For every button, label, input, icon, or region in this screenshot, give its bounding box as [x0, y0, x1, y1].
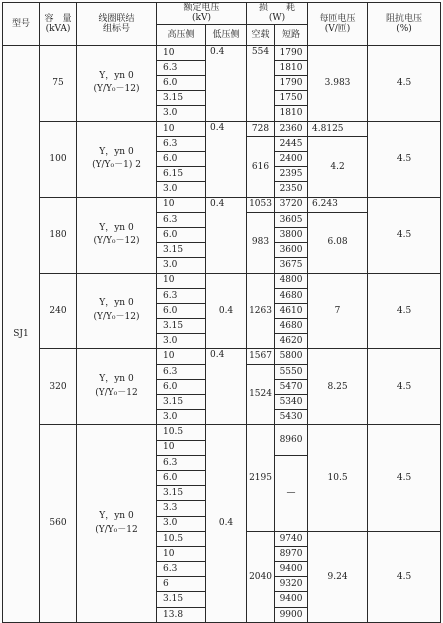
short-circuit-cell: 5470 — [275, 379, 308, 394]
turn-voltage-cell: 6.08 — [308, 212, 368, 273]
connection-label: Y，yn 0 — [99, 374, 134, 385]
header-hv-side: 高压侧 — [157, 24, 206, 45]
connection-group-cell — [77, 121, 157, 197]
turn-voltage-cell: 7 — [308, 273, 368, 349]
short-circuit-cell: 4620 — [275, 334, 308, 349]
header-rated-voltage-unit: (kV) — [192, 13, 211, 24]
hv-cell: 6.3 — [157, 562, 206, 577]
header-no-load: 空载 — [247, 24, 275, 45]
connection-label: Y，yn 0 — [99, 222, 134, 233]
impedance-cell: 4.5 — [368, 197, 441, 273]
short-circuit-cell: 1790 — [275, 76, 308, 91]
hv-cell: 3.15 — [157, 319, 206, 334]
hv-cell: 10 — [157, 440, 206, 455]
hv-cell: 6.3 — [157, 136, 206, 151]
hv-cell: 10 — [157, 121, 206, 136]
short-circuit-cell: 4800 — [275, 273, 308, 288]
hv-cell: 6.3 — [157, 364, 206, 379]
hv-cell: 10 — [157, 45, 206, 60]
connection-label: Y，yn 0 — [99, 298, 134, 309]
hv-cell: 6 — [157, 577, 206, 592]
hv-cell: 10.5 — [157, 531, 206, 546]
turn-voltage-cell: 4.2 — [308, 136, 368, 197]
impedance-cell: 4.5 — [368, 531, 441, 622]
short-circuit-cell: 4680 — [275, 288, 308, 303]
hv-cell: 6.0 — [157, 152, 206, 167]
no-load-cell: 616 — [247, 136, 275, 197]
short-circuit-cell: 4610 — [275, 303, 308, 318]
short-circuit-cell: 5430 — [275, 410, 308, 425]
short-circuit-cell: 1810 — [275, 106, 308, 121]
short-circuit-cell: 1790 — [275, 45, 308, 60]
header-short-circuit: 短路 — [275, 24, 308, 45]
no-load-cell: 983 — [247, 212, 275, 273]
hv-cell: 10 — [157, 546, 206, 561]
hv-cell: 6.0 — [157, 379, 206, 394]
hv-cell: 3.3 — [157, 501, 206, 516]
impedance-cell: 4.5 — [368, 121, 441, 197]
turn-voltage-cell: 4.8125 — [308, 121, 368, 136]
table-row — [3, 273, 441, 288]
short-circuit-cell: 1810 — [275, 60, 308, 75]
capacity-cell: 560 — [40, 425, 77, 622]
hv-cell: 6.0 — [157, 303, 206, 318]
hv-cell: 6.0 — [157, 470, 206, 485]
impedance-cell: 4.5 — [368, 45, 441, 121]
hv-cell: 6.3 — [157, 288, 206, 303]
short-circuit-cell: 3675 — [275, 258, 308, 273]
no-load-cell: 728 — [247, 121, 275, 136]
turn-voltage-cell: 3.983 — [308, 45, 368, 121]
short-circuit-cell: 2395 — [275, 167, 308, 182]
short-circuit-cell: 9400 — [275, 562, 308, 577]
header-capacity — [40, 3, 77, 46]
hv-cell: 3.15 — [157, 592, 206, 607]
hv-cell: 6.0 — [157, 227, 206, 242]
connection-group-cell — [77, 45, 157, 121]
short-circuit-cell: 2350 — [275, 182, 308, 197]
connection-code: (Y/Y₀－12) — [93, 236, 140, 247]
no-load-cell: 554 — [247, 45, 275, 121]
connection-group-cell — [77, 425, 157, 622]
turn-voltage-cell: 8.25 — [308, 349, 368, 425]
hv-cell: 3.15 — [157, 91, 206, 106]
turn-voltage-cell: 9.24 — [308, 531, 368, 622]
hv-cell: 3.0 — [157, 182, 206, 197]
no-load-cell: 1053 — [247, 197, 275, 212]
connection-group-cell — [77, 197, 157, 273]
connection-label: Y，yn 0 — [99, 146, 134, 157]
no-load-cell: 2040 — [247, 531, 275, 622]
short-circuit-cell: 5550 — [275, 364, 308, 379]
turn-voltage-cell: 6.243 — [308, 197, 368, 212]
hv-cell: 10 — [157, 197, 206, 212]
short-circuit-cell: 4680 — [275, 319, 308, 334]
short-circuit-cell: 2445 — [275, 136, 308, 151]
short-circuit-cell: 3600 — [275, 243, 308, 258]
table-row — [3, 45, 441, 60]
lv-cell: 0.4 — [206, 45, 247, 121]
connection-code: (Y/Y₀－12) — [93, 84, 140, 95]
capacity-cell: 240 — [40, 273, 77, 349]
connection-group-cell — [77, 273, 157, 349]
short-circuit-cell: 9740 — [275, 531, 308, 546]
transformer-spec-table — [2, 2, 441, 623]
hv-cell: 3.0 — [157, 106, 206, 121]
hv-cell: 3.0 — [157, 258, 206, 273]
header-loss — [247, 3, 308, 25]
table-row — [3, 197, 441, 212]
no-load-cell: 2195 — [247, 425, 275, 531]
connection-label: Y，yn 0 — [99, 70, 134, 81]
no-load-cell: 1524 — [247, 364, 275, 425]
short-circuit-cell: 2400 — [275, 152, 308, 167]
connection-code: (Y/Y₀－12 — [95, 524, 138, 535]
header-turn-voltage-unit: (V/匝) — [324, 23, 351, 34]
header-rated-voltage — [157, 3, 247, 25]
short-circuit-cell: 3800 — [275, 227, 308, 242]
short-circuit-cell: 1750 — [275, 91, 308, 106]
header-connection-label: 线圈联结 — [98, 13, 135, 24]
impedance-cell: 4.5 — [368, 273, 441, 349]
short-circuit-cell: 5800 — [275, 349, 308, 364]
capacity-cell: 75 — [40, 45, 77, 121]
hv-cell: 3.0 — [157, 516, 206, 531]
table-row — [3, 349, 441, 364]
hv-cell: 3.15 — [157, 486, 206, 501]
model-cell: SJ1 — [3, 45, 40, 622]
capacity-cell: 180 — [40, 197, 77, 273]
hv-cell: 6.15 — [157, 167, 206, 182]
lv-cell: 0.4 — [206, 349, 247, 425]
hv-cell: 10 — [157, 349, 206, 364]
hv-cell: 6.3 — [157, 212, 206, 227]
hv-cell: 3.15 — [157, 395, 206, 410]
header-capacity-label: 容 量 — [44, 13, 72, 24]
header-impedance-voltage — [368, 3, 441, 46]
table-row — [3, 425, 441, 440]
hv-cell: 3.15 — [157, 243, 206, 258]
short-circuit-cell: 9320 — [275, 577, 308, 592]
lv-cell: 0.4 — [206, 425, 247, 622]
lv-cell: 0.4 — [206, 197, 247, 273]
header-turn-voltage — [308, 3, 368, 46]
short-circuit-cell: 9400 — [275, 592, 308, 607]
header-loss-label: 损 耗 — [259, 3, 296, 13]
short-circuit-cell: 5340 — [275, 395, 308, 410]
header-connection — [77, 3, 157, 46]
short-circuit-cell: 3605 — [275, 212, 308, 227]
hv-cell: 3.0 — [157, 410, 206, 425]
connection-code: (Y/Y₀－1) 2 — [92, 160, 141, 171]
header-rated-voltage-label: 额定电压 — [183, 3, 220, 13]
lv-cell: 0.4 — [206, 121, 247, 197]
impedance-cell: 4.5 — [368, 349, 441, 425]
header-impedance-label: 阻抗电压 — [386, 13, 423, 24]
header-capacity-unit: (kVA) — [45, 23, 71, 34]
hv-cell: 13.8 — [157, 607, 206, 622]
hv-cell: 10 — [157, 273, 206, 288]
table-row — [3, 121, 441, 136]
connection-label: Y，yn 0 — [99, 511, 134, 522]
connection-code: (Y/Y₀－12 — [95, 387, 138, 398]
short-circuit-cell: 2360 — [275, 121, 308, 136]
header-model: 型号 — [3, 3, 40, 46]
no-load-cell: 1263 — [247, 273, 275, 349]
impedance-cell: 4.5 — [368, 425, 441, 531]
connection-code: (Y/Y₀－12) — [93, 311, 140, 322]
turn-voltage-cell: 10.5 — [308, 425, 368, 531]
capacity-cell: 320 — [40, 349, 77, 425]
lv-cell: 0.4 — [206, 273, 247, 349]
header-lv-side: 低压侧 — [206, 24, 247, 45]
short-circuit-cell: 8970 — [275, 546, 308, 561]
header-loss-unit: (W) — [268, 13, 286, 24]
hv-cell: 6.3 — [157, 60, 206, 75]
hv-cell: 10.5 — [157, 425, 206, 440]
short-circuit-cell: 3720 — [275, 197, 308, 212]
hv-cell: 6.3 — [157, 455, 206, 470]
capacity-cell: 100 — [40, 121, 77, 197]
short-circuit-cell: 9900 — [275, 607, 308, 622]
short-circuit-cell: — — [275, 455, 308, 531]
header-connection-label-2: 组标号 — [102, 23, 130, 34]
short-circuit-cell: 8960 — [275, 425, 308, 455]
hv-cell: 3.0 — [157, 334, 206, 349]
connection-group-cell — [77, 349, 157, 425]
header-impedance-unit: (%) — [396, 23, 412, 34]
no-load-cell: 1567 — [247, 349, 275, 364]
hv-cell: 6.0 — [157, 76, 206, 91]
header-turn-voltage-label: 每匝电压 — [319, 13, 356, 24]
